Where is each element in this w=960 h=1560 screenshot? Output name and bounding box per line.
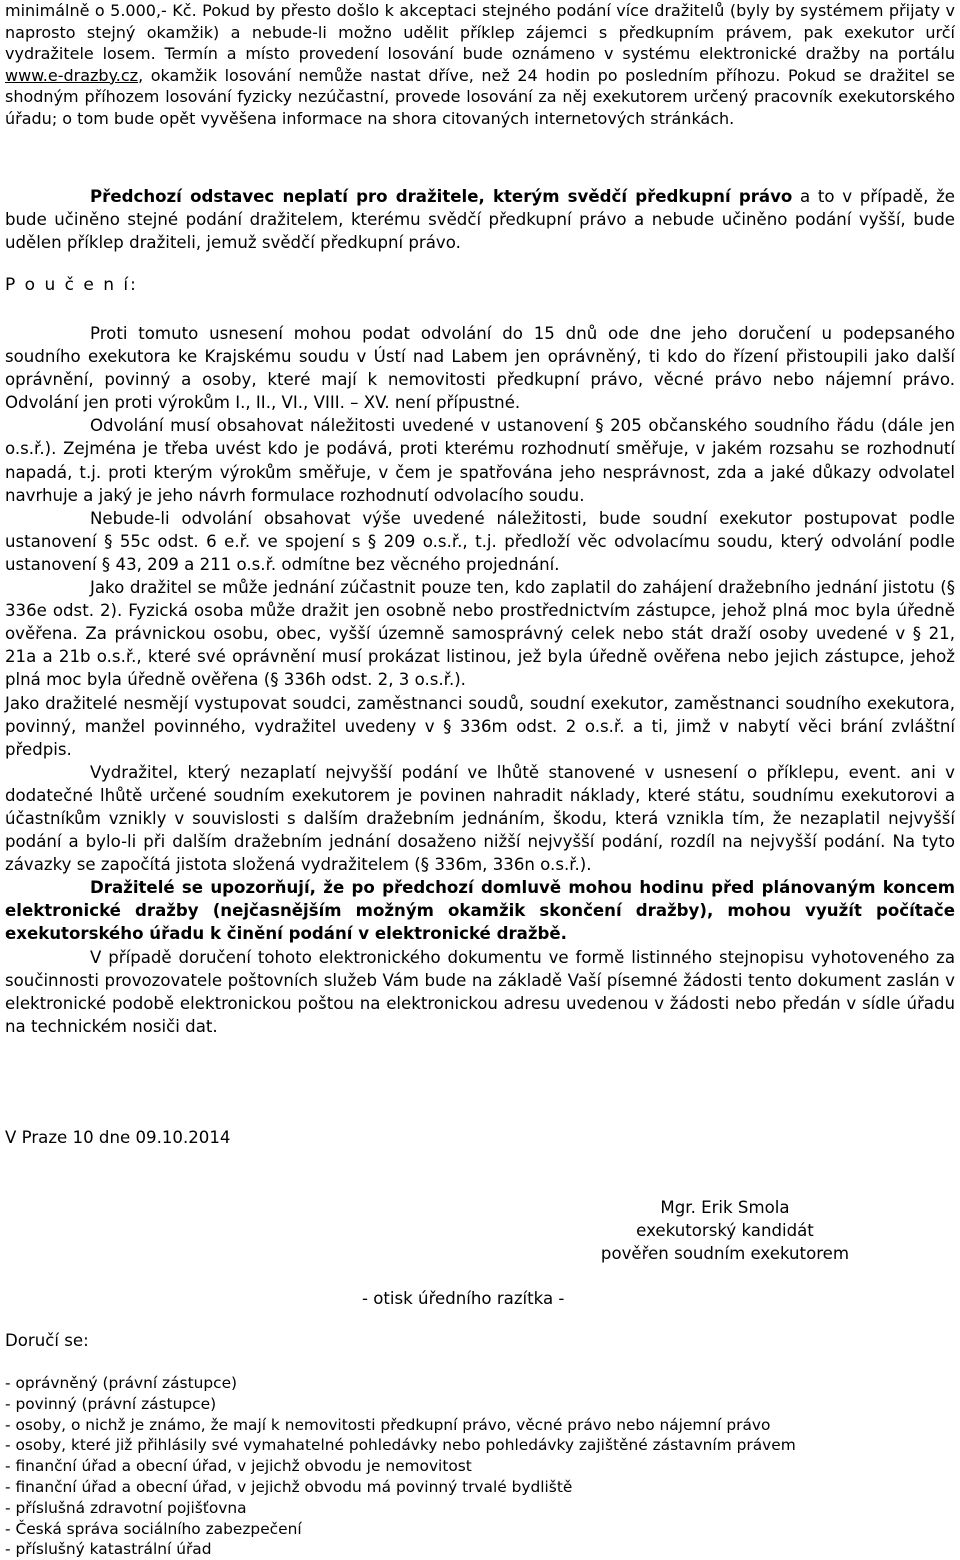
instruction-heading: P o u č e n í: [5, 275, 138, 295]
appeal-paragraph: Proti tomuto usnesení mohou podat odvolání do 15 dnů ode dne jeho doručení u podepsaného soudního exekutora ke Krajskému soudu v Ústí nad Labem jen oprávněný, ti kdo do řízení přistoupili jako další oprávnění, povinný a osoby, které mají k nemovitosti předkupní právo, věcné právo nebo nájemní právo. Odvolání jen proti výrokům I., II., VI., VIII. – XV. není přípustné. [5, 324, 955, 413]
signatory-role: pověřen soudním exekutorem [600, 1244, 850, 1263]
list-item: - příslušná zdravotní pojišťovna [5, 1498, 247, 1517]
appeal-requirements-paragraph: Odvolání musí obsahovat náležitosti uvedené v ustanovení § 205 občanského soudního řádu (dále jen o.s.ř.). Zejména je třeba uvést kdo je podává, proti kterému rozhodnutí směřuje, v jakém rozsahu se rozhodnutí napadá, t.j. proti kterým výrokům směřuje, v čem je spatřována jeho nesprávnost, zda a jaké důkazy odvolatel navrhuje a jaký je jeho návrh formulace rozhodnutí odvolacího soudu. [5, 416, 955, 505]
list-item: - osoby, které již přihlásily své vymahatelné pohledávky nebo pohledávky zajištěné zástavním právem [5, 1436, 796, 1455]
non-payment-paragraph: Vydražitel, který nezaplatí nejvyšší podání ve lhůtě stanovené v usnesení o příklepu, event. ani v dodatečné lhůtě určené soudním exekutorem je povinen nahradit náklady, které státu, soudnímu exekutorovi a účastníkům vznikly v souvislosti s dalším dražebním jednáním, škodu, která vznikla tím, že nezaplatil nejvyšší podání a bylo-li při dalším dražebním jednání dosaženo nižší nejvyšší podání, rozdíl na nejvyšší podání. Na tyto závazky se započítá jistota složená vydražitelem (§ 336m, 336n o.s.ř.). [5, 762, 955, 875]
instruction-body [5, 322, 955, 1038]
bidder-deposit-paragraph: Jako dražitel se může jednání zúčastnit pouze ten, kdo zaplatil do zahájení dražebního jednání jistotu (§ 336e odst. 2). Fyzická osoba může dražit jen osobně nebo prostřednictvím zástupce, jehož plná moc byla úředně ověřena. Za právnickou osobu, obec, vyšší územně samosprávný celek nebo stát draží osoby uvedené v § 21, 21a a 21b o.s.ř., které své oprávnění musí prokázat listinou, jež byla úředně ověřena nebo jejich zástupce, jehož plná moc byla úředně ověřena (§ 336h odst. 2, 3 o.s.ř.). [5, 578, 955, 690]
preemption-bold-text: Předchozí odstavec neplatí pro dražitele, kterým svědčí předkupní právo [90, 187, 793, 206]
list-item: - finanční úřad a obecní úřad, v jejichž obvodu je nemovitost [5, 1457, 472, 1476]
document-date: V Praze 10 dne 09.10.2014 [5, 1128, 231, 1147]
excluded-bidders-paragraph: Jako dražitelé nesmějí vystupovat soudci, zaměstnanci soudů, soudní exekutor, zaměstnanci soudního exekutora, povinný, manžel povinného, vydražitel uvedeny v § 336m odst. 2 o.s.ř. a ti, jimž v nabytí věci brání zvláštní předpis. [5, 693, 955, 759]
lottery-text-part1: minimálně o 5.000,- Kč. Pokud by přesto došlo k akceptaci stejného podání více dražitelů (byly by systémem přijaty v naprosto stejný okamžik) a nebude-li možno udělit příklep zájemci s předkupním právem, pak exekutor určí vydražitele losem. Termín a místo provedení losování bude oznámeno v systému elektronické dražby na portálu [5, 1, 955, 64]
signatory-name: Mgr. Erik Smola [660, 1198, 790, 1217]
list-item: - povinný (právní zástupce) [5, 1394, 217, 1413]
signatory-title: exekutorský kandidát [636, 1221, 814, 1240]
e-drazby-link[interactable]: www.e-drazby.cz [5, 65, 139, 85]
list-item: - příslušný katastrální úřad [5, 1540, 212, 1559]
office-computer-bold-text: Dražitelé se upozorňují, že po předchozí domluvě mohou hodinu před plánovaným koncem elektronické dražby (nejčasnějším možným okamžik skončení dražby), mohou využít počítače exekutorského úřadu k činění podání v elektronické dražbě. [5, 878, 955, 944]
preemption-rest-text: a to v případě, že bude učiněno stejné podání dražitelem, kterému svědčí předkupní právo a nebude učiněno podání vyšší, bude udělen příklep dražiteli, jemuž svědčí předkupní právo. [5, 187, 956, 252]
lottery-text-part2: , okamžik losování nemůže nastat dříve, než 24 hodin po posledním příhozu. Pokud se dražitel se shodným příhozem losování fyzicky nezúčastní, provede losování za něj exekutorem určený pracovník exekutorského úřadu; o tom bude opět vyvěšena informace na shora citovaných internetových stránkách. [5, 65, 955, 128]
list-item: - finanční úřad a obecní úřad, v jejichž obvodu má povinný trvalé bydliště [5, 1477, 573, 1496]
preemption-paragraph [5, 185, 955, 254]
appeal-deficiency-paragraph: Nebude-li odvolání obsahovat výše uvedené náležitosti, bude soudní exekutor postupovat podle ustanovení § 55c odst. 6 e.ř. ve spojení s § 209 o.s.ř., t.j. předloží věc odvolacímu soudu, který odvolání podle ustanovení § 43, 209 a 211 o.s.ř. odmítne bez věcného projednání. [5, 508, 955, 574]
auction-lottery-paragraph [5, 0, 955, 130]
recipient-list [5, 1373, 796, 1560]
signature-block [560, 1196, 890, 1265]
office-computer-paragraph [5, 876, 955, 945]
delivery-heading: Doručí se: [5, 1331, 89, 1350]
list-item: - osoby, o nichž je známo, že mají k nemovitosti předkupní právo, věcné právo nebo nájemní právo [5, 1415, 771, 1434]
list-item: - Česká správa sociálního zabezpečení [5, 1519, 302, 1538]
delivery-paragraph: V případě doručení tohoto elektronického dokumentu ve formě listinného stejnopisu vyhotoveného za součinnosti provozovatele poštovních služeb Vám bude na základě Vaší písemné žádosti tento dokument zaslán v elektronické podobě elektronickou poštou na elektronickou adresu uvedenou v žádosti nebo předán v sídle úřadu na technickém nosiči dat. [5, 947, 955, 1036]
list-item: - oprávněný (právní zástupce) [5, 1374, 238, 1392]
official-stamp-placeholder: - otisk úředního razítka - [362, 1289, 565, 1308]
